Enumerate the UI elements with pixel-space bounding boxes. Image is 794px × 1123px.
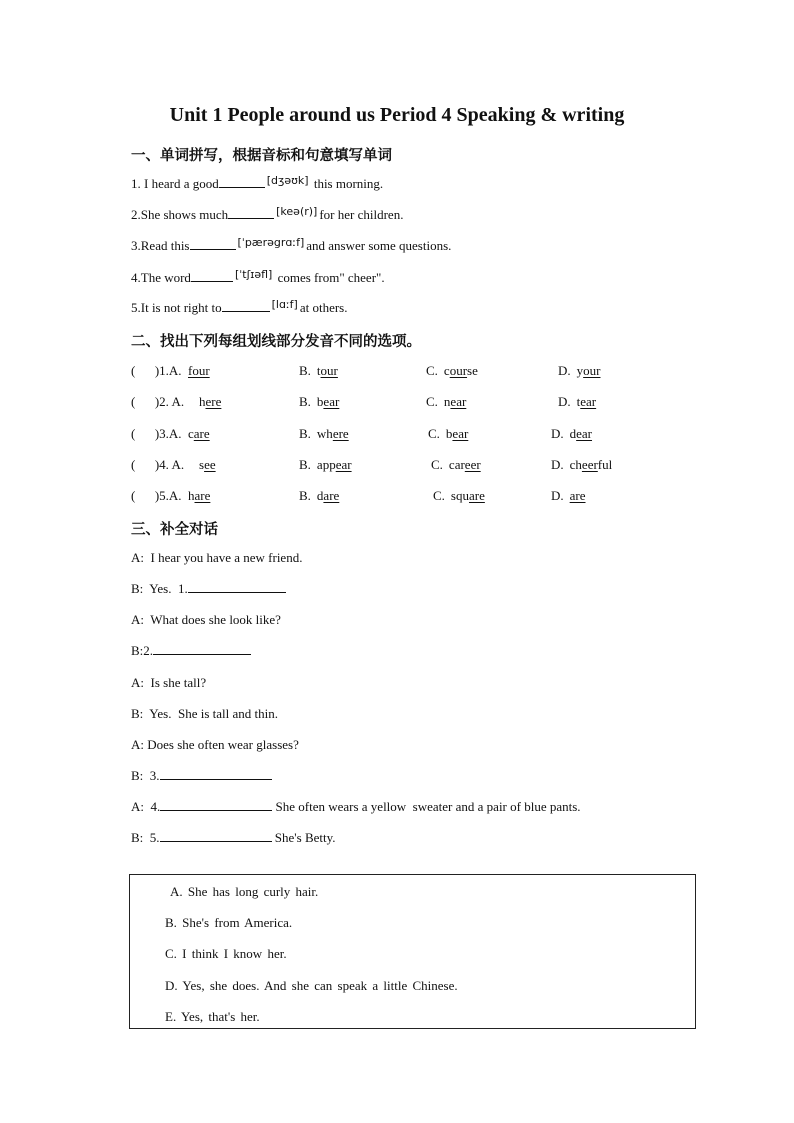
option-label: B. xyxy=(299,457,311,472)
answer-blank[interactable] xyxy=(160,799,272,811)
option-a-word xyxy=(188,488,210,504)
page-title: Unit 1 People around us Period 4 Speaking & writing xyxy=(169,104,625,126)
spelling-item-1 xyxy=(131,176,383,192)
section3-heading: 三、补全对话 xyxy=(131,522,218,538)
option-b-word xyxy=(299,394,339,410)
word-part: wh xyxy=(316,426,333,441)
option-a-word xyxy=(188,363,210,379)
underlined-part: are xyxy=(569,488,586,503)
option-c-word xyxy=(428,426,468,442)
underlined-part: are xyxy=(323,488,340,503)
answer-blank[interactable] xyxy=(191,270,233,282)
underlined-part: ee xyxy=(204,457,216,472)
spelling-item-text: 5.It is not right to xyxy=(131,300,222,315)
phonetic: [dʒəʊk] xyxy=(266,174,309,187)
word-part: d xyxy=(569,426,577,441)
underlined-part: are xyxy=(468,488,485,503)
word-part: b xyxy=(316,394,324,409)
word-part: n xyxy=(443,394,451,409)
word-part: c xyxy=(443,363,450,378)
word-part: h xyxy=(188,488,195,503)
underlined-part: eer xyxy=(581,457,598,472)
dialogue-line xyxy=(131,799,581,815)
word-part: ful xyxy=(597,457,613,472)
dialogue-line xyxy=(131,768,272,784)
word-part: squ xyxy=(450,488,469,503)
word-part: t xyxy=(576,394,581,409)
option-c-word xyxy=(426,394,466,410)
option-a-word xyxy=(188,426,210,442)
dialogue-text: A: Is she tall? xyxy=(131,675,207,690)
dialogue-text: She often wears a yellow sweater and a pair of blue pants. xyxy=(272,799,581,814)
option-b-word xyxy=(299,363,338,379)
dialogue-line xyxy=(131,737,299,753)
answer-blank[interactable] xyxy=(153,643,251,655)
word-part: t xyxy=(316,363,321,378)
question-number[interactable]: ( )2. A. xyxy=(131,394,185,409)
word-part: se xyxy=(467,363,478,378)
underlined-part: ear xyxy=(576,426,593,441)
options-box xyxy=(129,874,696,1029)
option-label: D. xyxy=(551,488,564,503)
spelling-item-text: 2.She shows much xyxy=(131,207,229,222)
option-b-word xyxy=(299,426,349,442)
underlined-part: ear xyxy=(323,394,340,409)
option-label: C. xyxy=(431,457,443,472)
dialogue-line xyxy=(131,550,302,566)
option-b-word xyxy=(299,457,352,473)
option-label: C. xyxy=(428,426,440,441)
option-label: D. xyxy=(551,426,564,441)
option-a-word xyxy=(199,394,221,410)
phonetic: [keə(r)] xyxy=(276,205,318,218)
phonetic: [ˈtʃɪəfl] xyxy=(234,268,273,281)
word-part: h xyxy=(199,394,206,409)
underlined-part: ear xyxy=(450,394,467,409)
spelling-item-text: and answer some questions. xyxy=(306,238,452,253)
option-label: D. xyxy=(551,457,564,472)
answer-blank[interactable] xyxy=(160,830,272,842)
option-label: C. xyxy=(433,488,445,503)
question-number[interactable]: ( )4. A. xyxy=(131,457,185,472)
dialogue-line xyxy=(131,675,206,691)
dialogue-text: B: Yes. She is tall and thin. xyxy=(131,706,278,721)
dialogue-text: A: What does she look like? xyxy=(131,612,281,627)
option-d-word xyxy=(551,426,592,442)
spelling-item-4 xyxy=(131,270,385,286)
word-part: c xyxy=(188,426,194,441)
spelling-item-text: 1. I heard a good xyxy=(131,176,219,191)
dialogue-text: A: I hear you have a new friend. xyxy=(131,550,303,565)
word-part: app xyxy=(316,457,336,472)
underlined-part: ear xyxy=(335,457,352,472)
option-d-word xyxy=(551,488,586,504)
underlined-part: ere xyxy=(205,394,222,409)
dialogue-text: She's Betty. xyxy=(271,830,336,845)
underlined-part: ear xyxy=(452,426,469,441)
phonetic: [lɑːf] xyxy=(271,298,298,311)
word-part: b xyxy=(445,426,453,441)
spelling-item-text: this morning. xyxy=(313,176,384,191)
spelling-item-text: 3.Read this xyxy=(131,238,190,253)
option-c-word xyxy=(433,488,485,504)
word-part: d xyxy=(316,488,324,503)
dialogue-line xyxy=(131,643,251,659)
dialogue-line xyxy=(131,581,286,597)
option-label: D. xyxy=(558,363,571,378)
spelling-item-3 xyxy=(131,238,451,254)
option-c: C. I think I know her. xyxy=(165,946,287,961)
dialogue-text: B: 5. xyxy=(131,830,160,845)
word-part: car xyxy=(448,457,465,472)
answer-blank[interactable] xyxy=(160,768,272,780)
dialogue-line xyxy=(131,612,281,628)
option-label: B. xyxy=(299,426,311,441)
dialogue-line xyxy=(131,706,278,722)
spelling-item-text: comes from" cheer". xyxy=(277,270,385,285)
answer-blank[interactable] xyxy=(222,300,270,312)
underlined-part: our xyxy=(320,363,338,378)
underlined-part: eer xyxy=(464,457,481,472)
option-a-word xyxy=(199,457,216,473)
option-label: B. xyxy=(299,488,311,503)
option-c-word xyxy=(431,457,481,473)
word-part: s xyxy=(199,457,205,472)
question-number[interactable]: ( )3.A. xyxy=(131,426,182,441)
underlined-part: four xyxy=(188,363,210,378)
underlined-part: are xyxy=(193,426,210,441)
underlined-part: are xyxy=(194,488,211,503)
option-label: D. xyxy=(558,394,571,409)
option-d-word xyxy=(558,394,596,410)
word-part: y xyxy=(576,363,584,378)
option-label: C. xyxy=(426,394,438,409)
option-c-word xyxy=(426,363,478,379)
spelling-item-text: for her children. xyxy=(319,207,404,222)
word-part: ch xyxy=(569,457,582,472)
underlined-part: ear xyxy=(580,394,597,409)
dialogue-text: A: 4. xyxy=(131,799,161,814)
option-d-word xyxy=(558,363,600,379)
underlined-part: ere xyxy=(332,426,349,441)
option-b-word xyxy=(299,488,339,504)
section1-heading: 一、单词拼写，根据音标和句意填写单词 xyxy=(131,148,392,164)
spelling-item-text: 4.The word xyxy=(131,270,191,285)
dialogue-line xyxy=(131,830,336,846)
question-number[interactable]: ( )5.A. xyxy=(131,488,182,503)
answer-blank[interactable] xyxy=(228,207,274,219)
option-a: A. She has long curly hair. xyxy=(170,884,319,899)
option-label: B. xyxy=(299,363,311,378)
option-label: B. xyxy=(299,394,311,409)
answer-blank[interactable] xyxy=(188,581,286,593)
question-number[interactable]: ( )1.A. xyxy=(131,363,182,378)
option-d: D. Yes, she does. And she can speak a little Chinese. xyxy=(165,978,458,993)
option-e: E. Yes, that's her. xyxy=(165,1009,260,1024)
dialogue-text: B: Yes. 1. xyxy=(131,581,188,596)
spelling-item-text: at others. xyxy=(299,300,348,315)
answer-blank[interactable] xyxy=(190,238,236,250)
underlined-part: our xyxy=(583,363,601,378)
phonetic: [ˈpærəgrɑːf] xyxy=(237,236,305,249)
dialogue-text: B:2. xyxy=(131,643,154,658)
option-label: C. xyxy=(426,363,438,378)
answer-blank[interactable] xyxy=(219,176,265,188)
spelling-item-2 xyxy=(131,207,403,223)
dialogue-text: A: Does she often wear glasses? xyxy=(131,737,299,752)
option-b: B. She's from America. xyxy=(165,915,293,930)
dialogue-text: B: 3. xyxy=(131,768,160,783)
section2-heading: 二、找出下列每组划线部分发音不同的选项。 xyxy=(131,334,421,350)
option-d-word xyxy=(551,457,612,473)
underlined-part: our xyxy=(449,363,468,378)
spelling-item-5 xyxy=(131,300,348,316)
